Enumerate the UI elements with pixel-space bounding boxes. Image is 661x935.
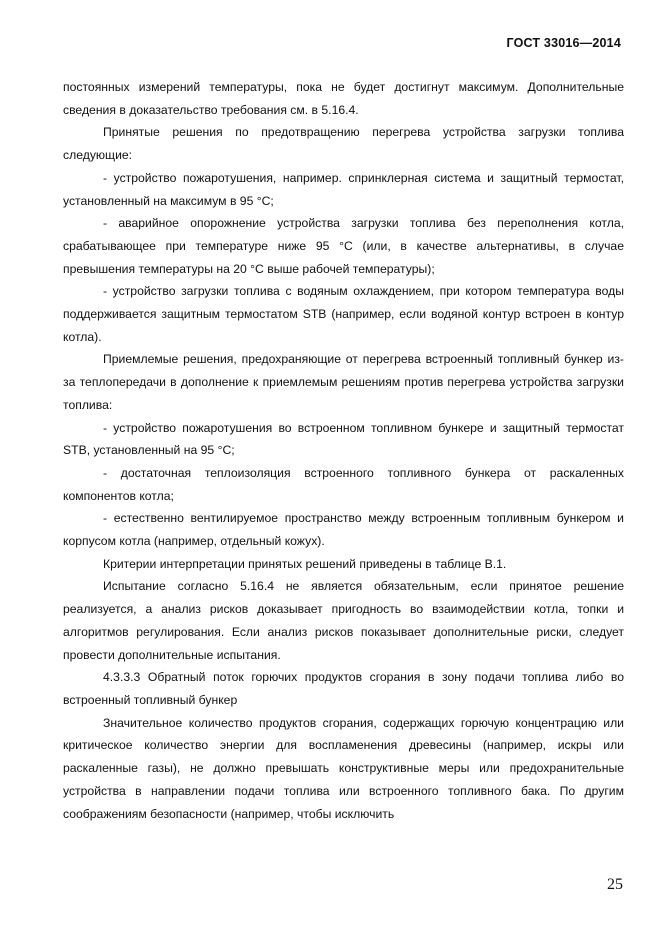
page-number: 25 bbox=[607, 876, 623, 893]
paragraph: Значительное количество продуктов сгорания, содержащих горючую концентрацию или критическое количество энергии для воспламенения древесины (например, искры или раскаленные газы), не должно превышать конструктивные меры или предохранительные устройства в направлении подачи топлива или встроенного топливного бака. По другим соображениям безопасности (например, чтобы исключить bbox=[63, 715, 624, 821]
paragraph: Приемлемые решения, предохраняющие от перегрева встроенный топливный бункер из-за теплопередачи в дополнение к приемлемым решениям против перегрева устройства загрузки топлива: bbox=[63, 352, 624, 412]
paragraph: постоянных измерений температуры, пока не будет достигнут максимум. Дополнительные сведения в доказательство требования см. в 5.16.4. bbox=[63, 80, 624, 117]
paragraph: Испытание согласно 5.16.4 не является обязательным, если принятое решение реализуется, а анализ рисков доказывает пригодность во взаимодействии котла, топки и алгоритмов регулирования. Если анализ рисков показывает дополнительные риски, следует провести дополнительные испытания. bbox=[63, 579, 624, 662]
list-item: - естественно вентилируемое пространство между встроенным топливным бункером и корпусом котла (например, отдельный кожух). bbox=[63, 511, 624, 549]
list-item: - устройство загрузки топлива с водяным охлаждением, при котором температура воды поддерживается защитным термостатом STB (например, если водяной контур встроен в контур котла). bbox=[63, 284, 624, 344]
list-item: - достаточная теплоизоляция встроенного топливного бункера от раскаленных компонентов котла; bbox=[63, 465, 624, 503]
paragraph: Принятые решения по предотвращению перегрева устройства загрузки топлива следующие: bbox=[63, 125, 624, 163]
list-item: - устройство пожаротушения, например. спринклерная система и защитный термостат, установленный на максимум в 95 °С; bbox=[63, 170, 624, 208]
document-header: ГОСТ 33016—2014 bbox=[506, 36, 621, 50]
body-text bbox=[63, 76, 624, 825]
list-item: - устройство пожаротушения во встроенном топливном бункере и защитный термостат STB, установленный на 95 °С; bbox=[63, 420, 624, 458]
section-heading: 4.3.3.3 Обратный поток горючих продуктов сгорания в зону подачи топлива либо во встроенный топливный бункер bbox=[63, 670, 624, 707]
paragraph: Критерии интерпретации принятых решений приведены в таблице В.1. bbox=[103, 556, 507, 571]
list-item: - аварийное опорожнение устройства загрузки топлива без переполнения котла, срабатывающее при температуре ниже 95 °С (или, в качестве альтернативы, в случае превышения температуры на 20 °С выше рабочей температуры); bbox=[63, 216, 624, 276]
